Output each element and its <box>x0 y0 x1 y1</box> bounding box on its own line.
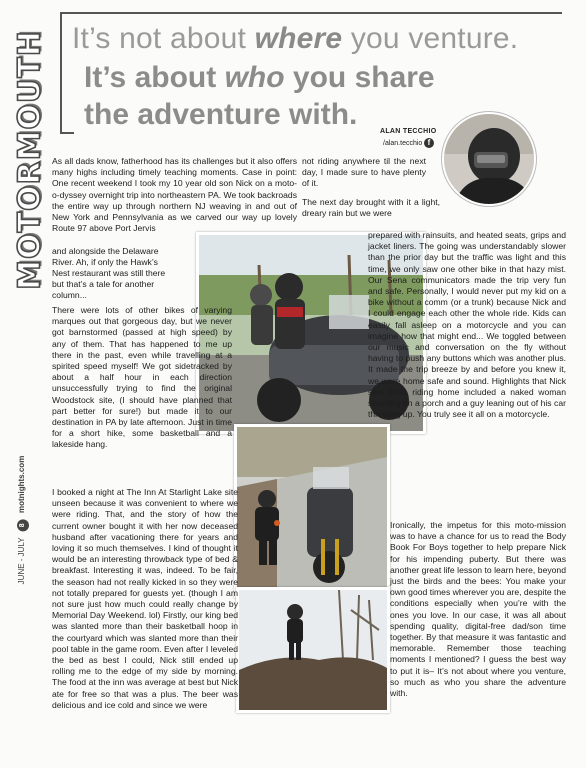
body-paragraph-5: The next day brought with it a light, dreary rain but we were <box>302 197 440 219</box>
body-paragraph-1: As all dads know, fatherhood has its challenges but it also offers many highs including timely teaching moments. Case in point: One recent weekend I took my 10 year old son Nick on a moto-o-dyssey overnight trip into northeastern PA. We took backroads the entire way up through northern NJ weaving in and out of New York and Pennsylvania as we carved our way up lovely Route 97 above Port Jervis <box>52 156 297 234</box>
headline-line-3: the adventure with. <box>84 98 358 131</box>
page-number: 8 <box>17 519 29 531</box>
body-paragraph-6: Ironically, the impetus for this moto-mission was to have a chance for us to read the Body Book For Boys together to help prepare Nick for his impending puberty. But there was another great life lesson to learn here, beyond just the birds and the bees: You make your own good times wherever you are, despite the conditions especially when you’re with the ones you love. In our case, it was all about spending quality, digital-free dad/son time together. By that measure it was fantastic and memorable. Remember those teaching moments I mentioned? I guess the best way to put it is– It’s not about where you venture, so much as who you share the adventure with. <box>390 520 566 699</box>
section-banner <box>12 30 48 290</box>
issue-date: JUNE - JULY <box>17 537 26 585</box>
body-paragraph-2: There were lots of other bikes of varying marques out that gorgeous day, but we never got barnstormed (passed at high speed) by any of them. That has happened to me up there in the past, even while travelling at a spirited speed myself! We got sidetracked by about a half hour in each direction unsuccessfully trying to find the original Woodstock site, (I should have planned that part better for sure!) but made it to our destination in PA by late afternoon. Just in time for a short hike, some basketball and a lakeside hang. <box>52 305 232 450</box>
facebook-icon: f <box>424 138 434 148</box>
body-paragraph-1-wrap-3: Nest restaurant was still there <box>52 268 166 278</box>
body-paragraph-1-wrap-5: column... <box>52 290 87 300</box>
headline-line-2: It’s about who you share <box>84 61 435 94</box>
section-banner-text: MOTORMOUTH <box>12 30 48 290</box>
site-url: motnights.com <box>17 455 26 514</box>
body-paragraph-1-wrap-1: and alongside the Delaware <box>52 246 159 256</box>
author-portrait <box>442 112 536 206</box>
body-paragraph-1-wrap-4: but that’s a tale for another <box>52 279 155 289</box>
photo-rider-on-hill <box>236 587 390 713</box>
author-name: ALAN TECCHIO <box>380 128 437 135</box>
author-handle: /alan.tecchio <box>383 140 423 147</box>
body-paragraph-1-wrap-2: River. Ah, if only the Hawk’s <box>52 257 158 267</box>
photo-riders-on-bridge <box>234 424 390 598</box>
body-paragraph-3: I booked a night at The Inn At Starlight Lake site unseen because it was convenient to where we were riding. That, and the story of how the current owner bought it with her now deceased husband after vacationing there for years and loving it so much themselves. I kind of thought it would be an interesting throwback type of bed & breakfast. Interesting it was, indeed. To be fair, the season had not really kicked in so they were not totally prepared for guests yet. (though I am not sure just how much could really change by Memorial Day Weekend. lol) Firstly, our king bed was slanted more than their basketball hoop in the courtyard which was slanted more than their pool table in the game room. Even after I leveled the bed as best I could, Nick still ended up rolling me to the edge of my side by morning. The food at the inn was average at best but Nick ate for free so that was a plus. The beer was delicious and ice cold and since we were <box>52 487 238 710</box>
body-paragraph-5-cont: prepared with rainsuits, and heated seats, grips and jacket liners. The going was understandably slower than the prior day but the traffic was light and this time, we only saw one other bike in that hazy mist. Our Sena communicators made the trip very fun and safe. Personally, I would never put my kid on a bike without a comm (or a trunk) because Nick and I could engage each other the whole ride. Kids can easily fall asleep on a motorcycle and you can imagine how that might end... We toggled between our music and conversation on the fly without having to push any buttons which was another plus. It made the trip breeze by and before you knew it, we were home safe and sound. Highlights that Nick saw while riding home included a naked woman standing on a porch and a guy leaning out of his car throwing up. You truly see it all on a motorcycle. <box>368 230 566 420</box>
headline-line-1: It’s not about where you venture. <box>72 22 519 55</box>
side-footer <box>12 440 34 600</box>
body-paragraph-4: not riding anywhere til the next day, I made sure to have plenty of it. <box>302 156 426 189</box>
